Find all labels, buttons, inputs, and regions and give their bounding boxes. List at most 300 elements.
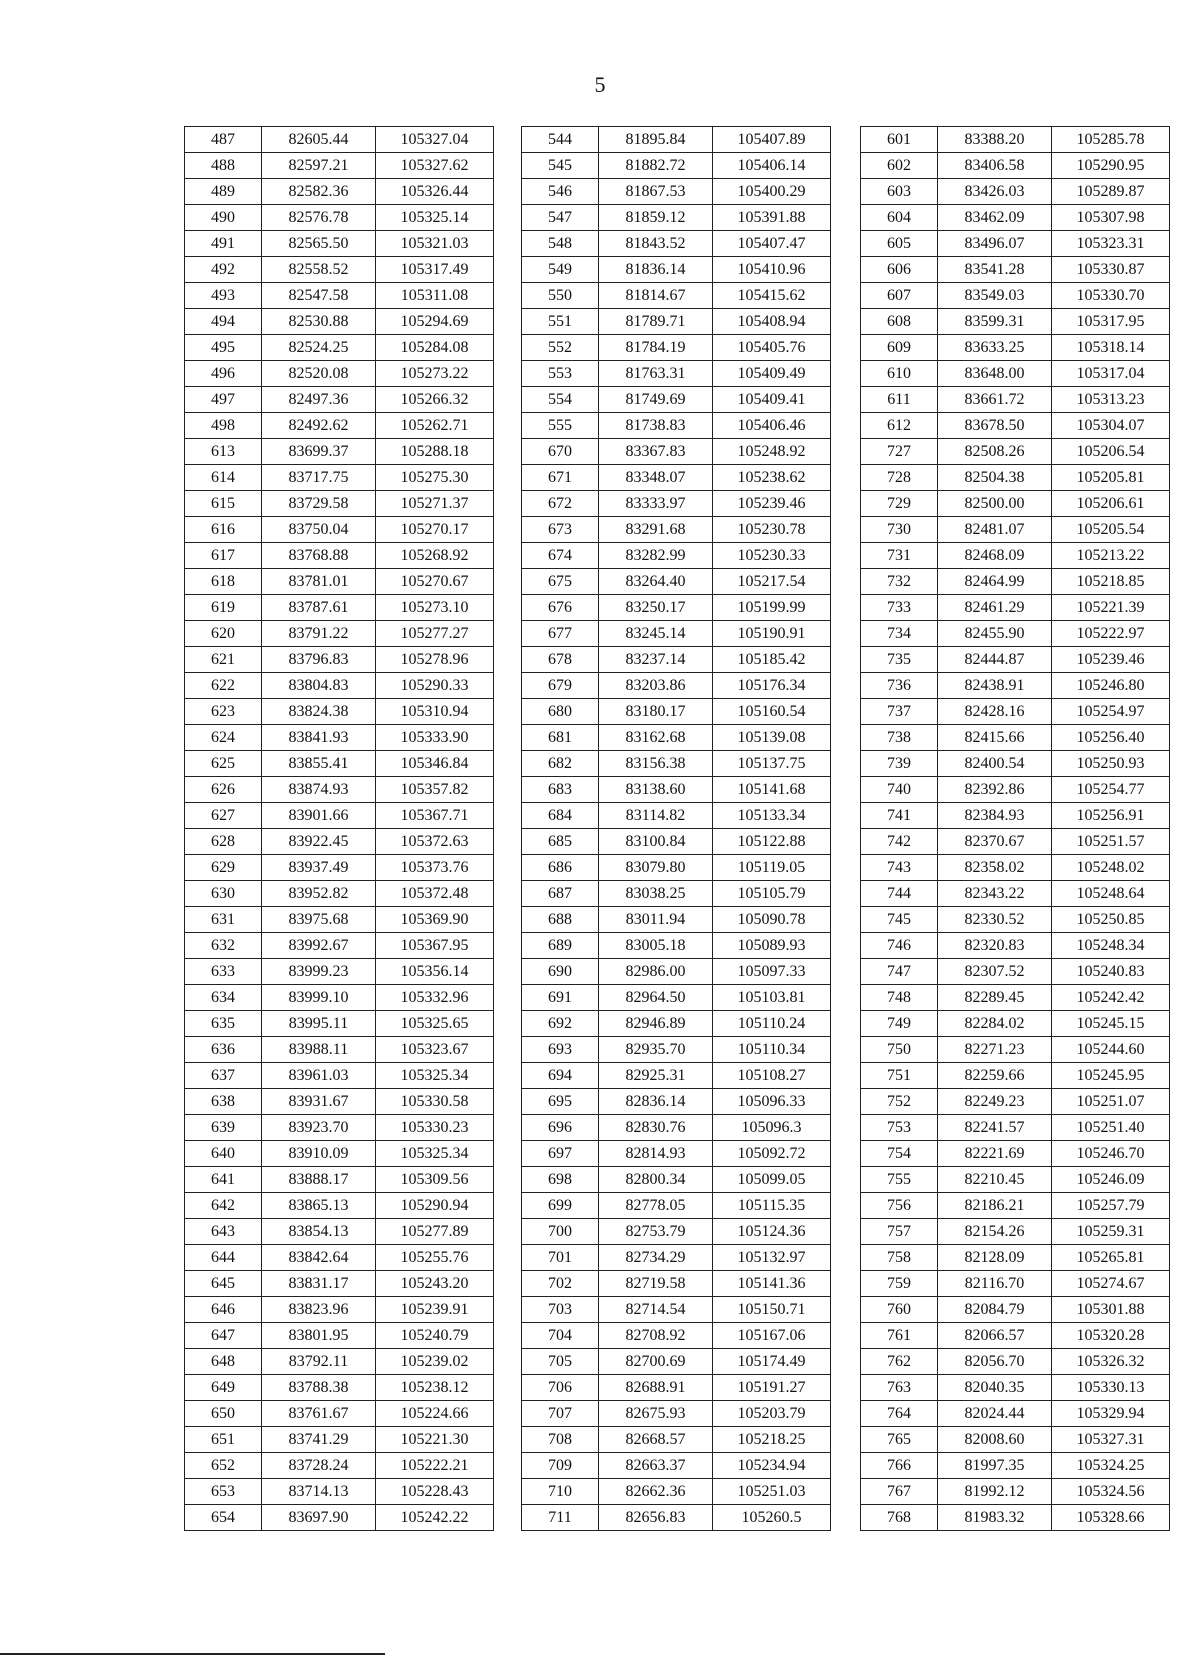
table-row xyxy=(185,543,494,569)
y-coordinate-cell: 105221.30 xyxy=(376,1427,494,1453)
table-row xyxy=(522,1141,831,1167)
x-coordinate-cell: 82330.52 xyxy=(938,907,1052,933)
table-row xyxy=(185,179,494,205)
point-number-cell: 759 xyxy=(861,1271,938,1297)
x-coordinate-cell: 83910.09 xyxy=(262,1141,376,1167)
x-coordinate-cell: 82597.21 xyxy=(262,153,376,179)
point-number-cell: 690 xyxy=(522,959,599,985)
point-number-cell: 496 xyxy=(185,361,262,387)
table-row xyxy=(522,959,831,985)
table-row xyxy=(861,621,1170,647)
x-coordinate-cell: 82461.29 xyxy=(938,595,1052,621)
x-coordinate-cell: 82307.52 xyxy=(938,959,1052,985)
point-number-cell: 687 xyxy=(522,881,599,907)
point-number-cell: 648 xyxy=(185,1349,262,1375)
x-coordinate-cell: 83874.93 xyxy=(262,777,376,803)
x-coordinate-cell: 82370.67 xyxy=(938,829,1052,855)
point-number-cell: 614 xyxy=(185,465,262,491)
point-number-cell: 766 xyxy=(861,1453,938,1479)
y-coordinate-cell: 105327.62 xyxy=(376,153,494,179)
table-row xyxy=(861,1193,1170,1219)
y-coordinate-cell: 105176.34 xyxy=(713,673,831,699)
table-row xyxy=(185,699,494,725)
point-number-cell: 677 xyxy=(522,621,599,647)
y-coordinate-cell: 105330.87 xyxy=(1052,257,1170,283)
y-coordinate-cell: 105406.46 xyxy=(713,413,831,439)
table-row xyxy=(861,1401,1170,1427)
x-coordinate-cell: 82384.93 xyxy=(938,803,1052,829)
point-number-cell: 685 xyxy=(522,829,599,855)
table-row xyxy=(185,881,494,907)
table-row xyxy=(522,1453,831,1479)
x-coordinate-cell: 81789.71 xyxy=(599,309,713,335)
y-coordinate-cell: 105400.29 xyxy=(713,179,831,205)
table-row xyxy=(522,439,831,465)
point-number-cell: 736 xyxy=(861,673,938,699)
x-coordinate-cell: 83245.14 xyxy=(599,621,713,647)
x-coordinate-cell: 83717.75 xyxy=(262,465,376,491)
point-number-cell: 603 xyxy=(861,179,938,205)
point-number-cell: 695 xyxy=(522,1089,599,1115)
table-row xyxy=(522,855,831,881)
x-coordinate-cell: 82128.09 xyxy=(938,1245,1052,1271)
y-coordinate-cell: 105330.23 xyxy=(376,1115,494,1141)
point-number-cell: 652 xyxy=(185,1453,262,1479)
y-coordinate-cell: 105190.91 xyxy=(713,621,831,647)
y-coordinate-cell: 105199.99 xyxy=(713,595,831,621)
point-number-cell: 710 xyxy=(522,1479,599,1505)
y-coordinate-cell: 105103.81 xyxy=(713,985,831,1011)
point-number-cell: 650 xyxy=(185,1401,262,1427)
x-coordinate-cell: 82271.23 xyxy=(938,1037,1052,1063)
table-row xyxy=(185,231,494,257)
table-row xyxy=(185,725,494,751)
point-number-cell: 683 xyxy=(522,777,599,803)
table-row xyxy=(522,1193,831,1219)
table-row xyxy=(185,1193,494,1219)
point-number-cell: 621 xyxy=(185,647,262,673)
point-number-cell: 626 xyxy=(185,777,262,803)
x-coordinate-cell: 83333.97 xyxy=(599,491,713,517)
y-coordinate-cell: 105311.08 xyxy=(376,283,494,309)
point-number-cell: 746 xyxy=(861,933,938,959)
table-row xyxy=(522,699,831,725)
x-coordinate-cell: 82719.58 xyxy=(599,1271,713,1297)
point-number-cell: 624 xyxy=(185,725,262,751)
table-row xyxy=(185,465,494,491)
x-coordinate-cell: 83975.68 xyxy=(262,907,376,933)
y-coordinate-cell: 105290.33 xyxy=(376,673,494,699)
x-coordinate-cell: 82358.02 xyxy=(938,855,1052,881)
x-coordinate-cell: 83005.18 xyxy=(599,933,713,959)
x-coordinate-cell: 82392.86 xyxy=(938,777,1052,803)
table-row xyxy=(861,1349,1170,1375)
x-coordinate-cell: 81992.12 xyxy=(938,1479,1052,1505)
x-coordinate-cell: 82415.66 xyxy=(938,725,1052,751)
y-coordinate-cell: 105218.25 xyxy=(713,1427,831,1453)
x-coordinate-cell: 82753.79 xyxy=(599,1219,713,1245)
x-coordinate-cell: 82836.14 xyxy=(599,1089,713,1115)
y-coordinate-cell: 105333.90 xyxy=(376,725,494,751)
x-coordinate-cell: 83952.82 xyxy=(262,881,376,907)
table-row xyxy=(522,127,831,153)
y-coordinate-cell: 105259.31 xyxy=(1052,1219,1170,1245)
point-number-cell: 605 xyxy=(861,231,938,257)
x-coordinate-cell: 83549.03 xyxy=(938,283,1052,309)
point-number-cell: 740 xyxy=(861,777,938,803)
y-coordinate-cell: 105110.34 xyxy=(713,1037,831,1063)
y-coordinate-cell: 105257.79 xyxy=(1052,1193,1170,1219)
point-number-cell: 738 xyxy=(861,725,938,751)
point-number-cell: 602 xyxy=(861,153,938,179)
point-number-cell: 693 xyxy=(522,1037,599,1063)
x-coordinate-cell: 83999.23 xyxy=(262,959,376,985)
x-coordinate-cell: 83791.22 xyxy=(262,621,376,647)
y-coordinate-cell: 105256.40 xyxy=(1052,725,1170,751)
x-coordinate-cell: 82565.50 xyxy=(262,231,376,257)
x-coordinate-cell: 82688.91 xyxy=(599,1375,713,1401)
x-coordinate-cell: 81983.32 xyxy=(938,1505,1052,1531)
table-row xyxy=(861,153,1170,179)
point-number-cell: 638 xyxy=(185,1089,262,1115)
y-coordinate-cell: 105409.49 xyxy=(713,361,831,387)
table-row xyxy=(185,1375,494,1401)
point-number-cell: 643 xyxy=(185,1219,262,1245)
x-coordinate-cell: 83761.67 xyxy=(262,1401,376,1427)
x-coordinate-cell: 83079.80 xyxy=(599,855,713,881)
footer-rule xyxy=(0,1653,385,1655)
y-coordinate-cell: 105240.79 xyxy=(376,1323,494,1349)
x-coordinate-cell: 82320.83 xyxy=(938,933,1052,959)
point-number-cell: 691 xyxy=(522,985,599,1011)
point-number-cell: 627 xyxy=(185,803,262,829)
table-row xyxy=(861,465,1170,491)
table-row xyxy=(861,1063,1170,1089)
table-row xyxy=(522,647,831,673)
y-coordinate-cell: 105321.03 xyxy=(376,231,494,257)
point-number-cell: 608 xyxy=(861,309,938,335)
y-coordinate-cell: 105415.62 xyxy=(713,283,831,309)
point-number-cell: 760 xyxy=(861,1297,938,1323)
table-row xyxy=(861,959,1170,985)
point-number-cell: 729 xyxy=(861,491,938,517)
table-row xyxy=(861,179,1170,205)
table-row xyxy=(861,777,1170,803)
table-row xyxy=(522,465,831,491)
y-coordinate-cell: 105251.07 xyxy=(1052,1089,1170,1115)
point-number-cell: 680 xyxy=(522,699,599,725)
point-number-cell: 646 xyxy=(185,1297,262,1323)
y-coordinate-cell: 105275.30 xyxy=(376,465,494,491)
y-coordinate-cell: 105244.60 xyxy=(1052,1037,1170,1063)
table-row xyxy=(861,1167,1170,1193)
table-row xyxy=(185,361,494,387)
point-number-cell: 765 xyxy=(861,1427,938,1453)
y-coordinate-cell: 105239.02 xyxy=(376,1349,494,1375)
y-coordinate-cell: 105278.96 xyxy=(376,647,494,673)
point-number-cell: 753 xyxy=(861,1115,938,1141)
point-number-cell: 673 xyxy=(522,517,599,543)
y-coordinate-cell: 105317.95 xyxy=(1052,309,1170,335)
y-coordinate-cell: 105239.46 xyxy=(713,491,831,517)
point-number-cell: 700 xyxy=(522,1219,599,1245)
y-coordinate-cell: 105115.35 xyxy=(713,1193,831,1219)
y-coordinate-cell: 105206.61 xyxy=(1052,491,1170,517)
table-row xyxy=(185,335,494,361)
y-coordinate-cell: 105141.68 xyxy=(713,777,831,803)
x-coordinate-cell: 83750.04 xyxy=(262,517,376,543)
x-coordinate-cell: 83922.45 xyxy=(262,829,376,855)
x-coordinate-cell: 81843.52 xyxy=(599,231,713,257)
point-number-cell: 692 xyxy=(522,1011,599,1037)
x-coordinate-cell: 83114.82 xyxy=(599,803,713,829)
y-coordinate-cell: 105096.3 xyxy=(713,1115,831,1141)
x-coordinate-cell: 82210.45 xyxy=(938,1167,1052,1193)
table-row xyxy=(861,127,1170,153)
x-coordinate-cell: 81882.72 xyxy=(599,153,713,179)
x-coordinate-cell: 83865.13 xyxy=(262,1193,376,1219)
x-coordinate-cell: 83931.67 xyxy=(262,1089,376,1115)
point-number-cell: 672 xyxy=(522,491,599,517)
point-number-cell: 549 xyxy=(522,257,599,283)
table-row xyxy=(522,491,831,517)
table-row xyxy=(185,1115,494,1141)
y-coordinate-cell: 105274.67 xyxy=(1052,1271,1170,1297)
x-coordinate-cell: 83999.10 xyxy=(262,985,376,1011)
point-number-cell: 635 xyxy=(185,1011,262,1037)
point-number-cell: 701 xyxy=(522,1245,599,1271)
point-number-cell: 674 xyxy=(522,543,599,569)
table-row xyxy=(185,1063,494,1089)
y-coordinate-cell: 105324.25 xyxy=(1052,1453,1170,1479)
point-number-cell: 493 xyxy=(185,283,262,309)
x-coordinate-cell: 83348.07 xyxy=(599,465,713,491)
table-row xyxy=(861,1453,1170,1479)
point-number-cell: 612 xyxy=(861,413,938,439)
table-row xyxy=(522,1167,831,1193)
x-coordinate-cell: 83282.99 xyxy=(599,543,713,569)
x-coordinate-cell: 82289.45 xyxy=(938,985,1052,1011)
y-coordinate-cell: 105270.67 xyxy=(376,569,494,595)
y-coordinate-cell: 105137.75 xyxy=(713,751,831,777)
point-number-cell: 554 xyxy=(522,387,599,413)
y-coordinate-cell: 105174.49 xyxy=(713,1349,831,1375)
point-number-cell: 670 xyxy=(522,439,599,465)
point-number-cell: 620 xyxy=(185,621,262,647)
y-coordinate-cell: 105254.77 xyxy=(1052,777,1170,803)
table-row xyxy=(522,1115,831,1141)
table-row xyxy=(185,413,494,439)
table-row xyxy=(185,387,494,413)
x-coordinate-cell: 82400.54 xyxy=(938,751,1052,777)
x-coordinate-cell: 82249.23 xyxy=(938,1089,1052,1115)
y-coordinate-cell: 105213.22 xyxy=(1052,543,1170,569)
y-coordinate-cell: 105124.36 xyxy=(713,1219,831,1245)
x-coordinate-cell: 83728.24 xyxy=(262,1453,376,1479)
point-number-cell: 616 xyxy=(185,517,262,543)
y-coordinate-cell: 105260.5 xyxy=(713,1505,831,1531)
table-row xyxy=(522,1089,831,1115)
x-coordinate-cell: 83854.13 xyxy=(262,1219,376,1245)
x-coordinate-cell: 83541.28 xyxy=(938,257,1052,283)
table-row xyxy=(861,699,1170,725)
y-coordinate-cell: 105289.87 xyxy=(1052,179,1170,205)
x-coordinate-cell: 83992.67 xyxy=(262,933,376,959)
y-coordinate-cell: 105409.41 xyxy=(713,387,831,413)
table-row xyxy=(861,283,1170,309)
x-coordinate-cell: 82428.16 xyxy=(938,699,1052,725)
point-number-cell: 632 xyxy=(185,933,262,959)
y-coordinate-cell: 105326.44 xyxy=(376,179,494,205)
table-row xyxy=(185,205,494,231)
y-coordinate-cell: 105230.33 xyxy=(713,543,831,569)
x-coordinate-cell: 83824.38 xyxy=(262,699,376,725)
y-coordinate-cell: 105324.56 xyxy=(1052,1479,1170,1505)
point-number-cell: 547 xyxy=(522,205,599,231)
x-coordinate-cell: 81867.53 xyxy=(599,179,713,205)
y-coordinate-cell: 105410.96 xyxy=(713,257,831,283)
x-coordinate-cell: 82662.36 xyxy=(599,1479,713,1505)
table-row xyxy=(185,647,494,673)
point-number-cell: 545 xyxy=(522,153,599,179)
point-number-cell: 761 xyxy=(861,1323,938,1349)
table-row xyxy=(861,1375,1170,1401)
x-coordinate-cell: 82668.57 xyxy=(599,1427,713,1453)
point-number-cell: 728 xyxy=(861,465,938,491)
point-number-cell: 676 xyxy=(522,595,599,621)
point-number-cell: 711 xyxy=(522,1505,599,1531)
y-coordinate-cell: 105320.28 xyxy=(1052,1323,1170,1349)
table-row xyxy=(861,1323,1170,1349)
x-coordinate-cell: 83291.68 xyxy=(599,517,713,543)
point-number-cell: 555 xyxy=(522,413,599,439)
table-row xyxy=(522,907,831,933)
x-coordinate-cell: 83599.31 xyxy=(938,309,1052,335)
x-coordinate-cell: 82116.70 xyxy=(938,1271,1052,1297)
point-number-cell: 742 xyxy=(861,829,938,855)
y-coordinate-cell: 105290.95 xyxy=(1052,153,1170,179)
table-row xyxy=(861,1141,1170,1167)
y-coordinate-cell: 105294.69 xyxy=(376,309,494,335)
point-number-cell: 732 xyxy=(861,569,938,595)
y-coordinate-cell: 105222.21 xyxy=(376,1453,494,1479)
point-number-cell: 675 xyxy=(522,569,599,595)
y-coordinate-cell: 105105.79 xyxy=(713,881,831,907)
point-number-cell: 497 xyxy=(185,387,262,413)
x-coordinate-cell: 82444.87 xyxy=(938,647,1052,673)
x-coordinate-cell: 83661.72 xyxy=(938,387,1052,413)
y-coordinate-cell: 105254.97 xyxy=(1052,699,1170,725)
point-number-cell: 544 xyxy=(522,127,599,153)
table-row xyxy=(522,517,831,543)
table-row xyxy=(185,673,494,699)
x-coordinate-cell: 82830.76 xyxy=(599,1115,713,1141)
point-number-cell: 653 xyxy=(185,1479,262,1505)
y-coordinate-cell: 105246.09 xyxy=(1052,1167,1170,1193)
table-row xyxy=(185,1401,494,1427)
table-row xyxy=(861,933,1170,959)
y-coordinate-cell: 105323.67 xyxy=(376,1037,494,1063)
point-number-cell: 489 xyxy=(185,179,262,205)
x-coordinate-cell: 83203.86 xyxy=(599,673,713,699)
point-number-cell: 696 xyxy=(522,1115,599,1141)
y-coordinate-cell: 105239.91 xyxy=(376,1297,494,1323)
x-coordinate-cell: 82024.44 xyxy=(938,1401,1052,1427)
y-coordinate-cell: 105372.48 xyxy=(376,881,494,907)
point-number-cell: 679 xyxy=(522,673,599,699)
table-row xyxy=(522,725,831,751)
table-row xyxy=(522,257,831,283)
table-row xyxy=(185,985,494,1011)
table-row xyxy=(861,595,1170,621)
table-row xyxy=(522,1427,831,1453)
point-number-cell: 748 xyxy=(861,985,938,1011)
y-coordinate-cell: 105240.83 xyxy=(1052,959,1170,985)
x-coordinate-cell: 83699.37 xyxy=(262,439,376,465)
point-number-cell: 631 xyxy=(185,907,262,933)
y-coordinate-cell: 105221.39 xyxy=(1052,595,1170,621)
y-coordinate-cell: 105242.42 xyxy=(1052,985,1170,1011)
y-coordinate-cell: 105313.23 xyxy=(1052,387,1170,413)
table-row xyxy=(861,387,1170,413)
y-coordinate-cell: 105408.94 xyxy=(713,309,831,335)
table-row xyxy=(522,543,831,569)
table-row xyxy=(185,1037,494,1063)
x-coordinate-cell: 82497.36 xyxy=(262,387,376,413)
point-number-cell: 764 xyxy=(861,1401,938,1427)
y-coordinate-cell: 105203.79 xyxy=(713,1401,831,1427)
x-coordinate-cell: 82708.92 xyxy=(599,1323,713,1349)
y-coordinate-cell: 105248.34 xyxy=(1052,933,1170,959)
point-number-cell: 606 xyxy=(861,257,938,283)
table-row xyxy=(522,361,831,387)
x-coordinate-cell: 82455.90 xyxy=(938,621,1052,647)
table-row xyxy=(861,543,1170,569)
x-coordinate-cell: 82186.21 xyxy=(938,1193,1052,1219)
table-row xyxy=(861,1271,1170,1297)
y-coordinate-cell: 105373.76 xyxy=(376,855,494,881)
x-coordinate-cell: 83038.25 xyxy=(599,881,713,907)
x-coordinate-cell: 82500.00 xyxy=(938,491,1052,517)
y-coordinate-cell: 105167.06 xyxy=(713,1323,831,1349)
y-coordinate-cell: 105133.34 xyxy=(713,803,831,829)
y-coordinate-cell: 105367.71 xyxy=(376,803,494,829)
y-coordinate-cell: 105288.18 xyxy=(376,439,494,465)
y-coordinate-cell: 105092.72 xyxy=(713,1141,831,1167)
table-row xyxy=(522,283,831,309)
point-number-cell: 641 xyxy=(185,1167,262,1193)
x-coordinate-cell: 82547.58 xyxy=(262,283,376,309)
point-number-cell: 689 xyxy=(522,933,599,959)
x-coordinate-cell: 83792.11 xyxy=(262,1349,376,1375)
x-coordinate-cell: 82040.35 xyxy=(938,1375,1052,1401)
y-coordinate-cell: 105309.56 xyxy=(376,1167,494,1193)
x-coordinate-cell: 82946.89 xyxy=(599,1011,713,1037)
point-number-cell: 744 xyxy=(861,881,938,907)
y-coordinate-cell: 105317.04 xyxy=(1052,361,1170,387)
point-number-cell: 551 xyxy=(522,309,599,335)
x-coordinate-cell: 83855.41 xyxy=(262,751,376,777)
x-coordinate-cell: 83426.03 xyxy=(938,179,1052,205)
x-coordinate-cell: 82259.66 xyxy=(938,1063,1052,1089)
point-number-cell: 678 xyxy=(522,647,599,673)
x-coordinate-cell: 83823.96 xyxy=(262,1297,376,1323)
x-coordinate-cell: 82935.70 xyxy=(599,1037,713,1063)
x-coordinate-cell: 82663.37 xyxy=(599,1453,713,1479)
point-number-cell: 629 xyxy=(185,855,262,881)
table-row xyxy=(522,829,831,855)
point-number-cell: 751 xyxy=(861,1063,938,1089)
